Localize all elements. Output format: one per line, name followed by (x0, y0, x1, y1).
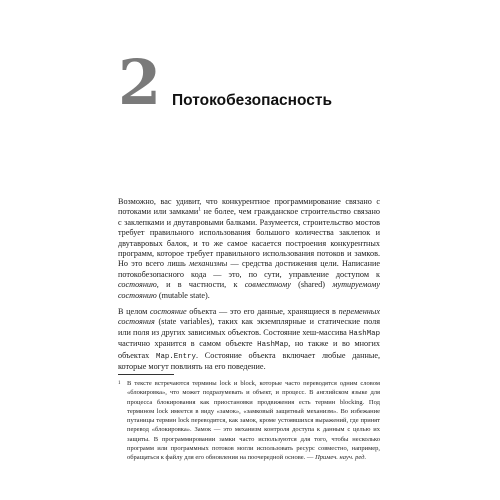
chapter-title: Потокобезопасность (172, 92, 333, 109)
text-run: (state variables), таких как экземплярные и статические поля или поля из других зависимых объектов. Состояние хеш-массива (118, 317, 380, 337)
footnote-separator (118, 374, 174, 375)
code-term: HashMap (257, 341, 289, 350)
emphasis: механизмы (189, 259, 228, 269)
text-run: частично хранится в самом объекте (118, 339, 258, 349)
editor-note: Примеч. науч. ред. (315, 454, 367, 462)
text-run: (shared) (290, 280, 333, 290)
text-run: не более, чем гражданское строительство связано с заклепками и двутавровыми балками. Разумеется, строительство мостов требует правильного использования большого количества заклепок и двутавровых балок, и то же самое касается построения конкурентных программ, которое требует правильного использования потоков и замков. Но это всего лишь (118, 207, 380, 269)
paragraph-2 (118, 307, 380, 372)
footnote-reference: 1 (198, 206, 202, 213)
emphasis: переменных состояния (118, 307, 380, 327)
text-run: объекта — это его данные, хранящиеся в (186, 307, 339, 317)
text-run: (mutable state). (156, 290, 210, 300)
chapter-number: 2 (118, 46, 162, 119)
text-run: . Состояние объекта включает любые данные, которые могут повлиять на его поведение. (118, 350, 381, 372)
footnote (118, 379, 380, 463)
code-term: Map.Entry (156, 352, 196, 361)
emphasis: состоянию (118, 280, 157, 290)
text-run: , и в частности, к (156, 280, 245, 290)
emphasis: мутируемому состоянию (118, 280, 380, 300)
code-term: HashMap (348, 329, 380, 338)
emphasis: совместному (244, 280, 291, 290)
text-run: Возможно, вас удивит, что конкурентное программирование связано с потоками или замками (118, 197, 380, 217)
footnote-text: В тексте встречаются термины lock и block, которые часто переводятся одним словом «блокировка», что может подразумевать и объект, и процесс. В английском языке для процесса блокирования как приостановки продвижения есть термин blocking. Под термином lock имеется в виду «замок», «замковый защитный механизм». Во избежание путаницы термин lock переводится, как замок, кроме устоявшихся выражений, где принят перевод «блокировка». Замок — это механизм контроля доступа к данным с целью их защиты. В программировании замки часто используются для того, чтобы несколько программ или программных потоков могли использовать ресурс совместно, например, обращаться к файлу для его обновления на поочередной основе. — (127, 380, 380, 462)
paragraph-1 (118, 197, 380, 301)
text-run: , но также и во многих объектах (118, 339, 380, 360)
text-run: — средства достижения цели. Написание потокобезопасного кода — это, по сути, управление доступом к (118, 259, 380, 279)
text-run: В целом (118, 307, 150, 317)
footnote-mark: 1 (118, 381, 121, 386)
body-text (118, 197, 380, 379)
emphasis: состояние (149, 307, 187, 317)
